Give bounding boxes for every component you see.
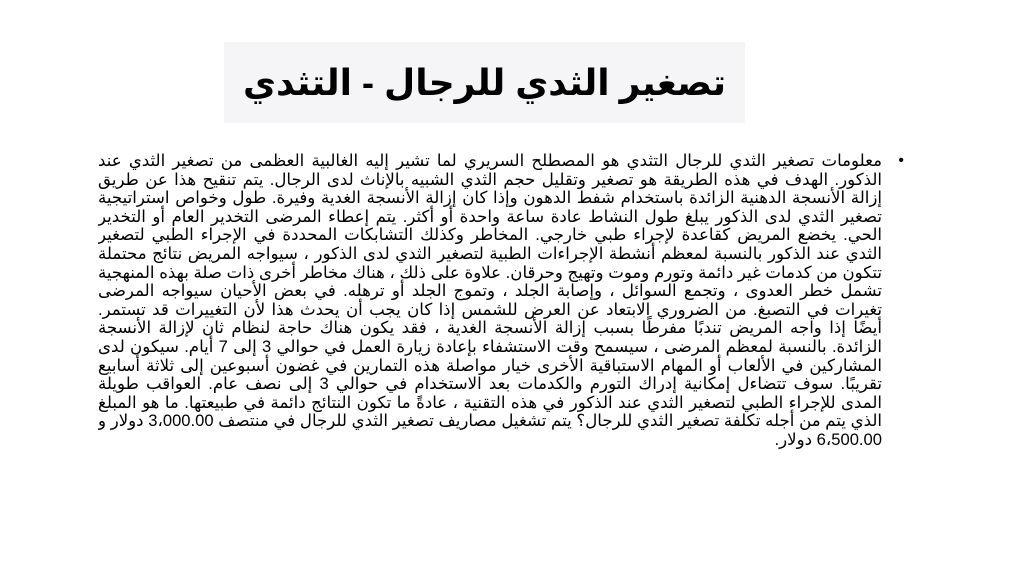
slide-title: تصغير الثدي للرجال - التثدي (242, 61, 727, 103)
bullet-text: معلومات تصغير الثدي للرجال التثدي هو المصطلح السريري لما تشير إليه الغالبية العظمى من تصغير الثدي عند الذكور. الهدف في هذه الطريقة هو تصغير وتقليل حجم الثدي الشبيه بالإناث لدى الرجال. يتم تنقيح هذا عن طريق إزالة الأنسجة الدهنية الزائدة باستخدام شفط الدهون وإذا كان إزالة الأنسجة الغدية وفيرة. طول وخواص استراتيجية تصغير الثدي لدى الذكور يبلغ طول النشاط عادة ساعة واحدة أو أكثر. يتم إعطاء المرضى التخدير العام أو التخدير الحي. يخضع المريض كقاعدة لإجراء طبي خارجي. المخاطر وكذلك التشابكات المحددة في الإجراء الطبي لتصغير الثدي عند الذكور بالنسبة لمعظم أنشطة الإجراءات الطبية لتصغير الثدي لدى الذكور ، سيواجه المريض نتائج محتملة تتكون من كدمات غير دائمة وتورم وموت وتهيج وحرقان. علاوة على ذلك ، هناك مخاطر أخرى ذات صلة بهذه المنهجية تشمل خطر العدوى ، وتجمع السوائل ، وإصابة الجلد ، وتموج الجلد أو ترهله. في بعض الأحيان سيواجه المرضى تغيرات في التصبغ. من الضروري الابتعاد عن العرض للشمس إذا كان يجب أن يحدث هذا لأن التغييرات قد تستمر. أيضًا إذا واجه المريض تندبًا مفرطًا بسبب إزالة الأنسجة الغدية ، فقد يكون هناك حاجة لنظام ثان لإزالة الأنسجة الزائدة. بالنسبة لمعظم المرضى ، سيسمح وقت الاستشفاء بإعادة زيارة العمل في حوالي 3 إلى 7 أيام. سيكون لدى المشاركين في الألعاب أو المهام الاستباقية الأخرى خيار مواصلة هذه التمارين في غضون أسبوعين إلى ثلاثة أسابيع تقريبًا. سوف تتضاءل إمكانية إدراك التورم والكدمات بعد الاستخدام في حوالي 3 إلى نصف عام. العواقب طويلة المدى للإجراء الطبي لتصغير الثدي عند الذكور في هذه التقنية ، عادةً ما تكون النتائج دائمة في طبيعتها. ما هو المبلغ الذي يتم من أجله تكلفة تصغير الثدي للرجال؟ يتم تشغيل مصاريف تصغير الثدي للرجال في منتصف 3،000.00 دولار و 6،500.00 دولار. (98, 152, 883, 449)
slide-body (98, 152, 910, 482)
bullet-dot-icon: • (898, 152, 904, 169)
bullet-list (98, 152, 910, 450)
bullet-item (98, 152, 904, 450)
title-box (224, 42, 745, 123)
